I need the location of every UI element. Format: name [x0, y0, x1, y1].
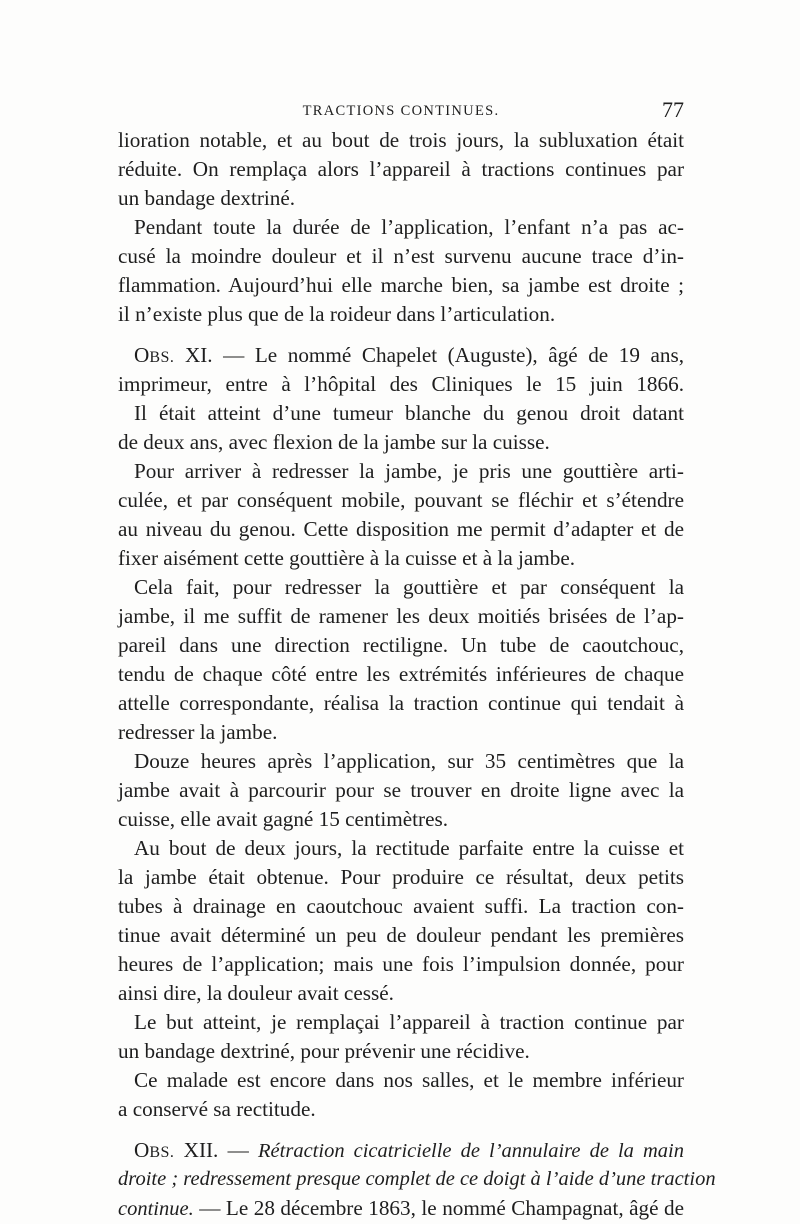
text-line: lioration notable, et au bout de trois jours, la subluxation était: [118, 128, 684, 152]
text-line: imprimeur, entre à l’hôpital des Cliniques le 15 juin 1866.: [118, 372, 684, 396]
obs-smallcaps: BS.: [149, 1144, 175, 1161]
text-line: tendu de chaque côté entre les extrémités inférieures de chaque: [118, 662, 684, 686]
section-gap: [118, 1124, 684, 1136]
obs-xii-text: — Le 28 décembre 1863, le nommé Champagnat, âgé de: [199, 1196, 685, 1220]
text-line: fixer aisément cette gouttière à la cuisse et à la jambe.: [118, 546, 576, 570]
observation-heading-xi: [118, 341, 684, 370]
obs-title-italic: Rétraction cicatricielle de l’annulaire de la main: [258, 1140, 685, 1162]
text-line: tubes à drainage en caoutchouc avaient suffi. La traction con-: [118, 894, 684, 918]
text-line: cusé la moindre douleur et il n’est survenu aucune trace d’in-: [118, 244, 684, 268]
text-line: flammation. Aujourd’hui elle marche bien, sa jambe est droite ;: [118, 273, 684, 297]
obs-label: [134, 343, 174, 367]
page-header: [118, 97, 684, 126]
obs-xi-text: XI. — Le nommé Chapelet (Auguste), âgé de 19 ans,: [184, 343, 685, 367]
text-line: il n’existe plus que de la roideur dans l’articulation.: [118, 302, 556, 326]
text-line: a conservé sa rectitude.: [118, 1097, 316, 1121]
text-line: tinue avait déterminé un peu de douleur pendant les premières: [118, 923, 684, 947]
text-line: [118, 1194, 684, 1223]
obs-label: [134, 1138, 174, 1162]
page-number: 77: [662, 97, 684, 122]
text-line: la jambe était obtenue. Pour produire ce résultat, deux petits: [118, 865, 684, 889]
paragraph-start: Cela fait, pour redresser la gouttière et par conséquent la: [134, 575, 684, 599]
paragraph-start: Pour arriver à redresser la jambe, je pris une gouttière arti-: [134, 459, 684, 483]
text-line: attelle correspondante, réalisa la traction continue qui tendait à: [118, 691, 684, 715]
text-line: réduite. On remplaça alors l’appareil à tractions continues par: [118, 157, 684, 181]
paragraph-start: Le but atteint, je remplaçai l’appareil à traction continue par: [134, 1010, 684, 1034]
paragraph-start: Ce malade est encore dans nos salles, et le membre inférieur: [134, 1068, 684, 1092]
text-line: heures de l’application; mais une fois l’impulsion donnée, pour: [118, 952, 684, 976]
text-line: jambe, il me suffit de ramener les deux moitiés brisées de l’ap-: [118, 604, 684, 628]
text-line: redresser la jambe.: [118, 720, 278, 744]
text-line: cuisse, elle avait gagné 15 centimètres.: [118, 807, 449, 831]
text-line: culée, et par conséquent mobile, pouvant se fléchir et s’étendre: [118, 488, 684, 512]
obs-title-italic-line: droite ; redressement presque complet de ce doigt à l’aide d’une traction: [118, 1168, 716, 1190]
obs-number: XII. —: [183, 1138, 249, 1162]
obs-smallcaps: BS.: [149, 349, 175, 366]
obs-title-italic-end: continue.: [118, 1198, 194, 1220]
paragraph-start: Au bout de deux jours, la rectitude parfaite entre la cuisse et: [134, 836, 684, 860]
obs-initial: O: [134, 343, 150, 367]
text-line: pareil dans une direction rectiligne. Un tube de caoutchouc,: [118, 633, 684, 657]
text-line: jambe avait à parcourir pour se trouver en droite ligne avec la: [118, 778, 684, 802]
paragraph-start: Pendant toute la durée de l’application, l’enfant n’a pas ac-: [134, 215, 684, 239]
paragraph-start: Il était atteint d’une tumeur blanche du genou droit datant: [134, 401, 684, 425]
obs-initial: O: [134, 1138, 150, 1162]
text-line: au niveau du genou. Cette disposition me permit d’adapter et de: [118, 517, 684, 541]
text-line: un bandage dextriné.: [118, 186, 296, 210]
text-line: ainsi dire, la douleur avait cessé.: [118, 981, 394, 1005]
section-gap: [118, 329, 684, 341]
running-head: TRACTIONS CONTINUES.: [302, 103, 500, 119]
body-text: [118, 126, 716, 1223]
text-line: de deux ans, avec flexion de la jambe sur la cuisse.: [118, 430, 550, 454]
text-line: un bandage dextriné, pour prévenir une récidive.: [118, 1039, 530, 1063]
paragraph-start: Douze heures après l’application, sur 35 centimètres que la: [134, 749, 684, 773]
observation-heading-xii: [118, 1136, 684, 1165]
